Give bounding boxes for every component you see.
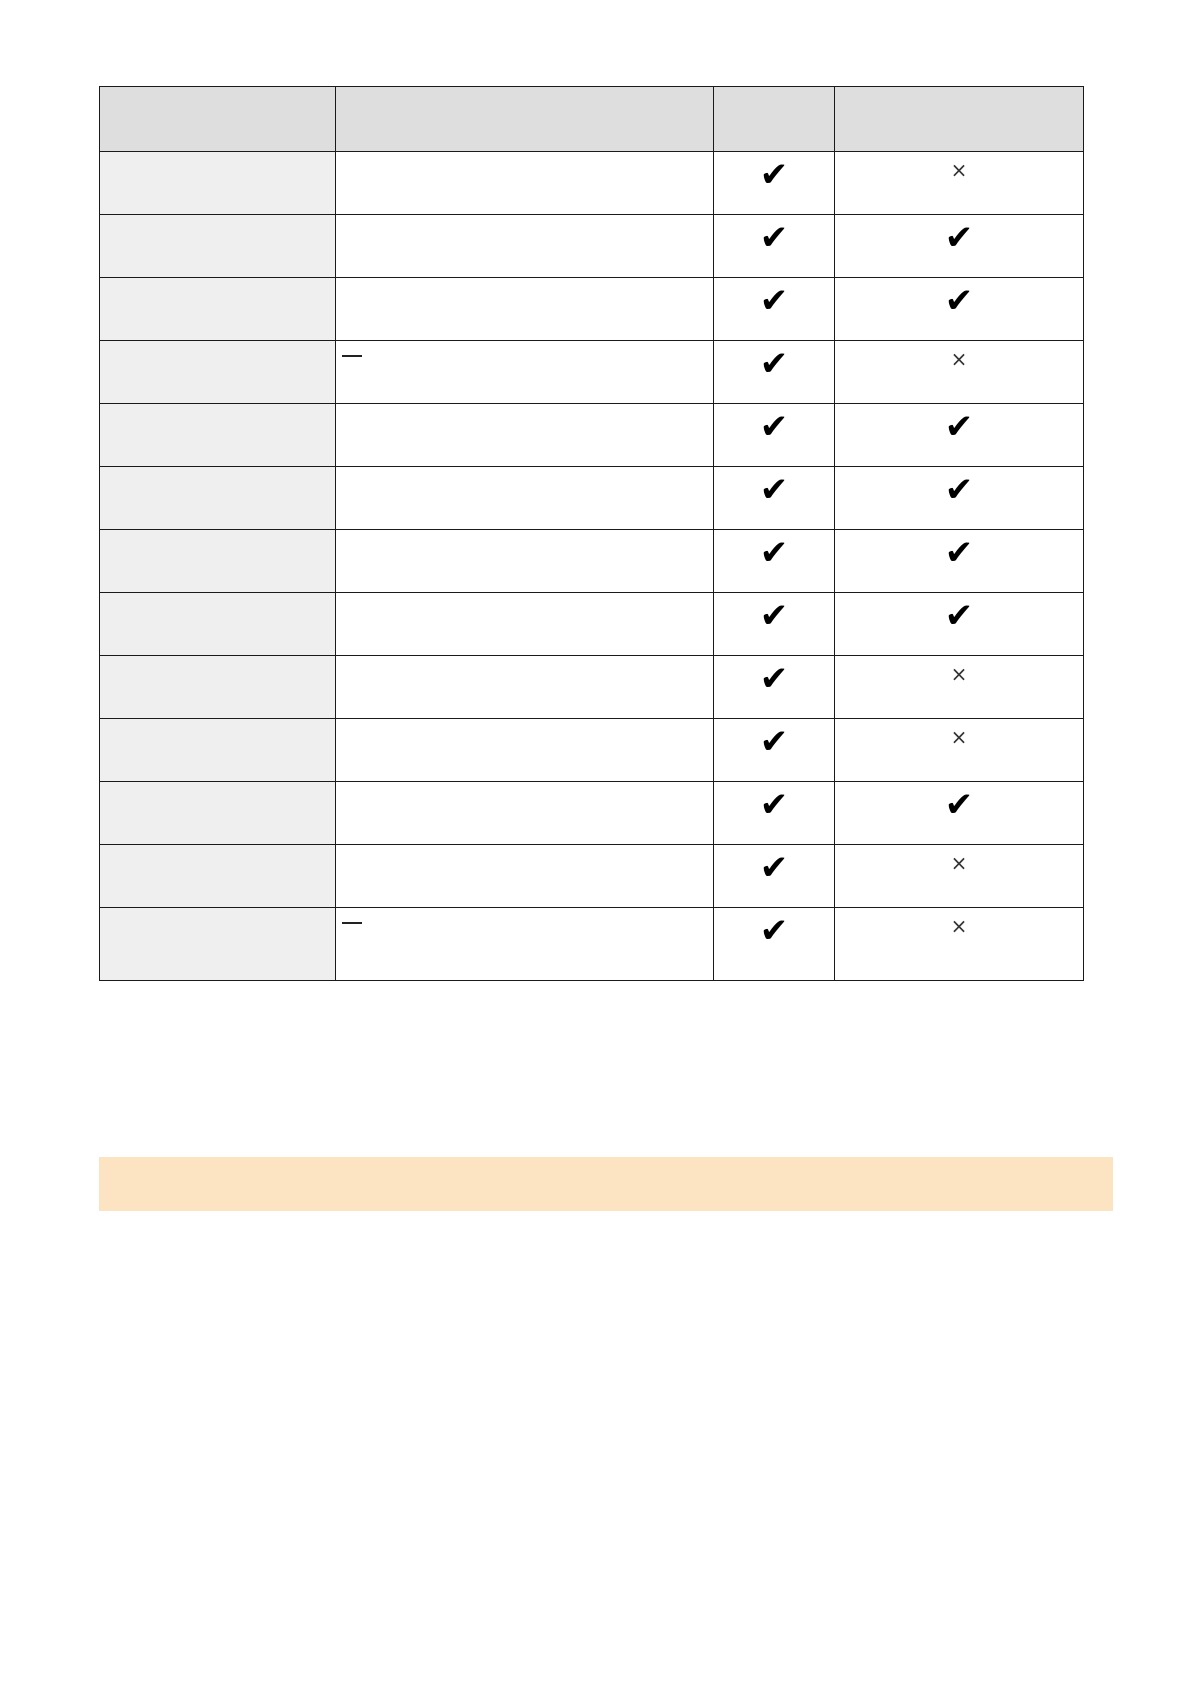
feature-table (99, 86, 1084, 981)
row-label-cell (100, 845, 336, 908)
support-cell-a (714, 908, 835, 981)
support-cell-a (714, 656, 835, 719)
support-cell-b (835, 278, 1084, 341)
check-icon: ✔ (759, 722, 789, 762)
table-body (100, 152, 1084, 981)
row-label-cell (100, 404, 336, 467)
cross-icon: × (950, 725, 968, 749)
row-label-cell (100, 341, 336, 404)
check-icon: ✔ (944, 407, 974, 447)
check-icon: ✔ (759, 785, 789, 825)
support-cell-b (835, 719, 1084, 782)
row-description-cell (336, 656, 714, 719)
check-icon: ✔ (759, 344, 789, 384)
row-description-cell (336, 845, 714, 908)
support-cell-a (714, 782, 835, 845)
support-cell-b (835, 656, 1084, 719)
cross-icon: × (950, 158, 968, 182)
row-description-cell (336, 278, 714, 341)
check-icon: ✔ (759, 848, 789, 888)
row-label-cell (100, 278, 336, 341)
support-cell-a (714, 152, 835, 215)
row-description-cell (336, 782, 714, 845)
row-description-cell (336, 404, 714, 467)
support-cell-a (714, 341, 835, 404)
table-row (100, 215, 1084, 278)
support-cell-a (714, 530, 835, 593)
check-icon: ✔ (944, 470, 974, 510)
table-row (100, 656, 1084, 719)
row-description-cell (336, 719, 714, 782)
row-description-cell (336, 530, 714, 593)
row-description-cell (336, 908, 714, 981)
table-row (100, 845, 1084, 908)
support-cell-a (714, 278, 835, 341)
note-banner (99, 1157, 1113, 1211)
check-icon: ✔ (944, 533, 974, 573)
row-label-cell (100, 593, 336, 656)
header-cell-1 (100, 87, 336, 152)
check-icon: ✔ (759, 407, 789, 447)
table-row (100, 404, 1084, 467)
check-icon: ✔ (944, 596, 974, 636)
support-cell-a (714, 215, 835, 278)
row-label-cell (100, 152, 336, 215)
table-row (100, 908, 1084, 981)
table-row (100, 341, 1084, 404)
row-description-cell (336, 215, 714, 278)
row-label-cell (100, 782, 336, 845)
table-row (100, 782, 1084, 845)
dash-mark (342, 922, 362, 924)
support-cell-b (835, 530, 1084, 593)
check-icon: ✔ (759, 470, 789, 510)
row-label-cell (100, 656, 336, 719)
row-description-cell (336, 593, 714, 656)
support-cell-b (835, 215, 1084, 278)
cross-icon: × (950, 662, 968, 686)
table-row (100, 467, 1084, 530)
table-row (100, 278, 1084, 341)
cross-icon: × (950, 347, 968, 371)
check-icon: ✔ (759, 659, 789, 699)
check-icon: ✔ (944, 785, 974, 825)
row-label-cell (100, 719, 336, 782)
check-icon: ✔ (759, 911, 789, 951)
support-cell-a (714, 845, 835, 908)
dash-mark (342, 355, 362, 357)
table-row (100, 152, 1084, 215)
header-cell-4 (835, 87, 1084, 152)
cross-icon: × (950, 851, 968, 875)
support-cell-b (835, 908, 1084, 981)
row-label-cell (100, 908, 336, 981)
check-icon: ✔ (944, 218, 974, 258)
check-icon: ✔ (759, 218, 789, 258)
support-cell-b (835, 404, 1084, 467)
header-cell-2 (336, 87, 714, 152)
row-description-cell (336, 467, 714, 530)
row-label-cell (100, 530, 336, 593)
header-cell-3 (714, 87, 835, 152)
support-cell-a (714, 719, 835, 782)
support-cell-b (835, 593, 1084, 656)
row-description-cell (336, 341, 714, 404)
row-label-cell (100, 467, 336, 530)
cross-icon: × (950, 914, 968, 938)
row-description-cell (336, 152, 714, 215)
support-cell-b (835, 782, 1084, 845)
check-icon: ✔ (759, 533, 789, 573)
table-row (100, 593, 1084, 656)
support-cell-b (835, 845, 1084, 908)
table-header-row (100, 87, 1084, 152)
support-cell-a (714, 593, 835, 656)
check-icon: ✔ (759, 596, 789, 636)
table-row (100, 530, 1084, 593)
table-row (100, 719, 1084, 782)
check-icon: ✔ (944, 281, 974, 321)
support-cell-b (835, 467, 1084, 530)
support-cell-b (835, 341, 1084, 404)
support-cell-b (835, 152, 1084, 215)
support-cell-a (714, 467, 835, 530)
check-icon: ✔ (759, 155, 789, 195)
check-icon: ✔ (759, 281, 789, 321)
support-cell-a (714, 404, 835, 467)
row-label-cell (100, 215, 336, 278)
